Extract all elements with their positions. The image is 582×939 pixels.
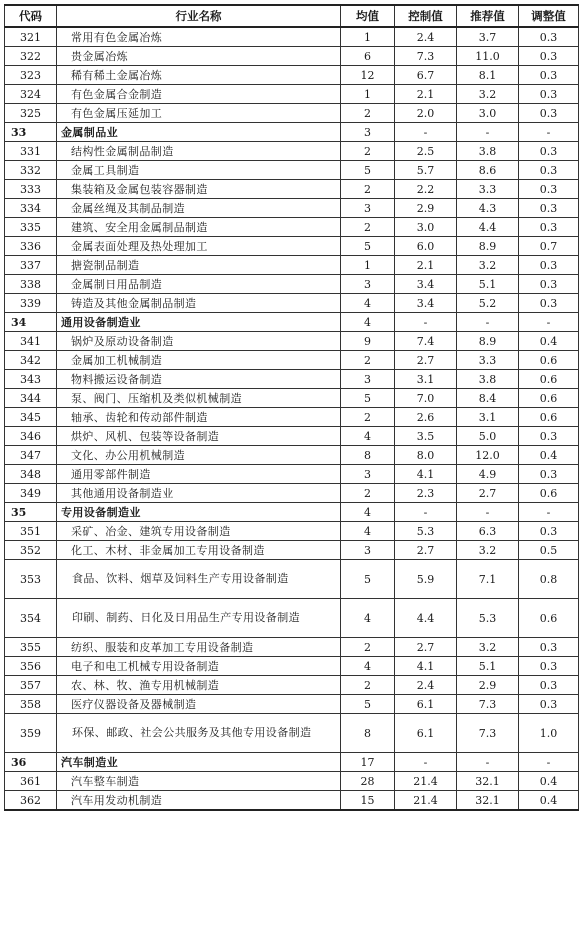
cell-industry-name: 专用设备制造业 (57, 503, 341, 522)
cell-adjustment-value: 0.4 (519, 791, 579, 811)
cell-adjustment-value: 0.3 (519, 522, 579, 541)
table-row (5, 599, 579, 638)
cell-recommended-value: 3.0 (457, 104, 519, 123)
cell-control-value: 2.4 (395, 676, 457, 695)
cell-industry-name: 稀有稀土金属冶炼 (57, 66, 341, 85)
table-row (5, 638, 579, 657)
cell-average: 2 (341, 351, 395, 370)
cell-industry-name: 金属制品业 (57, 123, 341, 142)
table-row (5, 237, 579, 256)
cell-adjustment-value: 0.7 (519, 237, 579, 256)
cell-average: 4 (341, 522, 395, 541)
cell-code: 337 (5, 256, 57, 275)
cell-adjustment-value: 0.3 (519, 85, 579, 104)
table-row (5, 351, 579, 370)
table-row (5, 218, 579, 237)
cell-adjustment-value: 0.3 (519, 27, 579, 47)
cell-adjustment-value: 0.8 (519, 560, 579, 599)
cell-code: 351 (5, 522, 57, 541)
table-row (5, 85, 579, 104)
cell-control-value: 2.1 (395, 256, 457, 275)
cell-control-value: 2.5 (395, 142, 457, 161)
header-control-value: 控制值 (395, 5, 457, 27)
cell-recommended-value: 3.8 (457, 142, 519, 161)
cell-code: 342 (5, 351, 57, 370)
cell-code: 355 (5, 638, 57, 657)
table-row (5, 180, 579, 199)
cell-average: 1 (341, 27, 395, 47)
cell-recommended-value: - (457, 503, 519, 522)
cell-control-value: 2.7 (395, 351, 457, 370)
cell-industry-name: 泵、阀门、压缩机及类似机械制造 (57, 389, 341, 408)
cell-average: 15 (341, 791, 395, 811)
cell-average: 3 (341, 275, 395, 294)
table-row (5, 408, 579, 427)
cell-industry-name: 铸造及其他金属制品制造 (57, 294, 341, 313)
cell-industry-name: 有色金属压延加工 (57, 104, 341, 123)
cell-industry-name: 汽车整车制造 (57, 772, 341, 791)
header-industry-name: 行业名称 (57, 5, 341, 27)
cell-industry-name: 结构性金属制品制造 (57, 142, 341, 161)
cell-control-value: 3.0 (395, 218, 457, 237)
cell-adjustment-value: - (519, 313, 579, 332)
cell-average: 4 (341, 313, 395, 332)
cell-code: 345 (5, 408, 57, 427)
cell-recommended-value: 3.2 (457, 256, 519, 275)
cell-industry-name: 金属制日用品制造 (57, 275, 341, 294)
table-row (5, 772, 579, 791)
cell-recommended-value: 4.9 (457, 465, 519, 484)
cell-control-value: 21.4 (395, 791, 457, 811)
cell-average: 8 (341, 446, 395, 465)
table-header-row (5, 5, 579, 27)
cell-code: 359 (5, 714, 57, 753)
cell-adjustment-value: 0.6 (519, 484, 579, 503)
header-adjustment-value: 调整值 (519, 5, 579, 27)
cell-code: 346 (5, 427, 57, 446)
table-row (5, 199, 579, 218)
cell-control-value: - (395, 123, 457, 142)
table-row (5, 27, 579, 47)
cell-average: 8 (341, 714, 395, 753)
cell-average: 2 (341, 408, 395, 427)
cell-code: 35 (5, 503, 57, 522)
cell-code: 356 (5, 657, 57, 676)
table-row (5, 541, 579, 560)
cell-adjustment-value: 0.4 (519, 772, 579, 791)
cell-control-value: 6.7 (395, 66, 457, 85)
cell-recommended-value: 5.2 (457, 294, 519, 313)
cell-code: 341 (5, 332, 57, 351)
cell-adjustment-value: - (519, 123, 579, 142)
cell-adjustment-value: 0.3 (519, 657, 579, 676)
cell-average: 3 (341, 370, 395, 389)
cell-adjustment-value: 0.6 (519, 599, 579, 638)
table-body (5, 27, 579, 810)
table-row (5, 104, 579, 123)
cell-average: 1 (341, 256, 395, 275)
cell-recommended-value: 5.3 (457, 599, 519, 638)
cell-code: 358 (5, 695, 57, 714)
cell-recommended-value: 8.9 (457, 332, 519, 351)
table-row (5, 332, 579, 351)
cell-recommended-value: 8.6 (457, 161, 519, 180)
cell-industry-name: 化工、木材、非金属加工专用设备制造 (57, 541, 341, 560)
cell-industry-name: 贵金属冶炼 (57, 47, 341, 66)
cell-industry-name: 集装箱及金属包装容器制造 (57, 180, 341, 199)
cell-industry-name: 电子和电工机械专用设备制造 (57, 657, 341, 676)
cell-adjustment-value: 0.4 (519, 332, 579, 351)
table-row (5, 256, 579, 275)
cell-recommended-value: - (457, 313, 519, 332)
cell-recommended-value: 7.3 (457, 714, 519, 753)
cell-adjustment-value: - (519, 753, 579, 772)
cell-industry-name: 通用零部件制造 (57, 465, 341, 484)
cell-control-value: 2.7 (395, 638, 457, 657)
cell-industry-name: 烘炉、风机、包装等设备制造 (57, 427, 341, 446)
cell-industry-name: 金属丝绳及其制品制造 (57, 199, 341, 218)
cell-industry-name: 食品、饮料、烟草及饲料生产专用设备制造 (57, 560, 341, 599)
cell-control-value: 5.9 (395, 560, 457, 599)
cell-industry-name: 采矿、冶金、建筑专用设备制造 (57, 522, 341, 541)
cell-code: 321 (5, 27, 57, 47)
cell-control-value: 5.7 (395, 161, 457, 180)
cell-industry-name: 金属工具制造 (57, 161, 341, 180)
cell-code: 325 (5, 104, 57, 123)
cell-recommended-value: 5.1 (457, 275, 519, 294)
table-row (5, 161, 579, 180)
header-average: 均值 (341, 5, 395, 27)
cell-recommended-value: 6.3 (457, 522, 519, 541)
table-row (5, 465, 579, 484)
cell-industry-name: 医疗仪器设备及器械制造 (57, 695, 341, 714)
header-code: 代码 (5, 5, 57, 27)
cell-recommended-value: 2.7 (457, 484, 519, 503)
cell-recommended-value: 8.4 (457, 389, 519, 408)
cell-average: 5 (341, 695, 395, 714)
industry-table (4, 4, 579, 811)
cell-industry-name: 有色金属合金制造 (57, 85, 341, 104)
cell-control-value: 5.3 (395, 522, 457, 541)
cell-control-value: 2.0 (395, 104, 457, 123)
cell-code: 338 (5, 275, 57, 294)
cell-code: 339 (5, 294, 57, 313)
cell-control-value: 6.1 (395, 695, 457, 714)
cell-recommended-value: 12.0 (457, 446, 519, 465)
table-row (5, 676, 579, 695)
cell-control-value: 8.0 (395, 446, 457, 465)
cell-recommended-value: 3.2 (457, 638, 519, 657)
cell-average: 1 (341, 85, 395, 104)
cell-control-value: 2.6 (395, 408, 457, 427)
cell-average: 4 (341, 427, 395, 446)
cell-control-value: 4.4 (395, 599, 457, 638)
cell-code: 335 (5, 218, 57, 237)
cell-recommended-value: 4.3 (457, 199, 519, 218)
cell-code: 333 (5, 180, 57, 199)
industry-table-container (4, 4, 578, 811)
cell-code: 361 (5, 772, 57, 791)
cell-recommended-value: 3.3 (457, 180, 519, 199)
cell-average: 2 (341, 142, 395, 161)
cell-recommended-value: 5.0 (457, 427, 519, 446)
cell-industry-name: 环保、邮政、社会公共服务及其他专用设备制造 (57, 714, 341, 753)
cell-code: 343 (5, 370, 57, 389)
cell-adjustment-value: - (519, 503, 579, 522)
cell-average: 4 (341, 503, 395, 522)
cell-average: 3 (341, 199, 395, 218)
cell-adjustment-value: 0.3 (519, 676, 579, 695)
cell-code: 348 (5, 465, 57, 484)
cell-control-value: 2.2 (395, 180, 457, 199)
cell-control-value: 2.3 (395, 484, 457, 503)
cell-industry-name: 其他通用设备制造业 (57, 484, 341, 503)
cell-industry-name: 金属表面处理及热处理加工 (57, 237, 341, 256)
cell-adjustment-value: 0.3 (519, 638, 579, 657)
cell-control-value: 4.1 (395, 657, 457, 676)
table-row (5, 427, 579, 446)
cell-code: 336 (5, 237, 57, 256)
cell-average: 2 (341, 104, 395, 123)
cell-recommended-value: 3.2 (457, 85, 519, 104)
cell-average: 2 (341, 180, 395, 199)
cell-recommended-value: 4.4 (457, 218, 519, 237)
cell-average: 9 (341, 332, 395, 351)
cell-control-value: 2.4 (395, 27, 457, 47)
table-row (5, 142, 579, 161)
cell-industry-name: 轴承、齿轮和传动部件制造 (57, 408, 341, 427)
cell-industry-name: 印刷、制药、日化及日用品生产专用设备制造 (57, 599, 341, 638)
category-row (5, 753, 579, 772)
cell-code: 362 (5, 791, 57, 811)
table-row (5, 275, 579, 294)
cell-code: 332 (5, 161, 57, 180)
cell-control-value: 6.1 (395, 714, 457, 753)
cell-adjustment-value: 0.3 (519, 161, 579, 180)
cell-adjustment-value: 0.3 (519, 695, 579, 714)
cell-average: 5 (341, 237, 395, 256)
cell-code: 352 (5, 541, 57, 560)
cell-code: 33 (5, 123, 57, 142)
cell-industry-name: 常用有色金属冶炼 (57, 27, 341, 47)
cell-industry-name: 纺织、服装和皮革加工专用设备制造 (57, 638, 341, 657)
cell-industry-name: 建筑、安全用金属制品制造 (57, 218, 341, 237)
cell-recommended-value: 3.8 (457, 370, 519, 389)
cell-adjustment-value: 0.3 (519, 256, 579, 275)
cell-control-value: - (395, 503, 457, 522)
cell-code: 323 (5, 66, 57, 85)
cell-recommended-value: 8.1 (457, 66, 519, 85)
cell-control-value: 4.1 (395, 465, 457, 484)
cell-average: 5 (341, 560, 395, 599)
cell-industry-name: 搪瓷制品制造 (57, 256, 341, 275)
cell-recommended-value: 32.1 (457, 791, 519, 811)
cell-industry-name: 汽车用发动机制造 (57, 791, 341, 811)
cell-adjustment-value: 0.6 (519, 408, 579, 427)
cell-recommended-value: 3.2 (457, 541, 519, 560)
cell-average: 6 (341, 47, 395, 66)
table-row (5, 446, 579, 465)
cell-adjustment-value: 1.0 (519, 714, 579, 753)
cell-adjustment-value: 0.3 (519, 180, 579, 199)
cell-adjustment-value: 0.6 (519, 351, 579, 370)
cell-average: 4 (341, 294, 395, 313)
cell-average: 4 (341, 657, 395, 676)
cell-adjustment-value: 0.3 (519, 465, 579, 484)
cell-code: 349 (5, 484, 57, 503)
cell-code: 334 (5, 199, 57, 218)
table-row (5, 791, 579, 811)
cell-adjustment-value: 0.5 (519, 541, 579, 560)
table-row (5, 560, 579, 599)
cell-recommended-value: 5.1 (457, 657, 519, 676)
cell-average: 4 (341, 599, 395, 638)
cell-average: 2 (341, 218, 395, 237)
cell-adjustment-value: 0.3 (519, 47, 579, 66)
cell-control-value: 21.4 (395, 772, 457, 791)
cell-recommended-value: 7.1 (457, 560, 519, 599)
cell-control-value: - (395, 753, 457, 772)
table-row (5, 389, 579, 408)
category-row (5, 313, 579, 332)
category-row (5, 123, 579, 142)
cell-adjustment-value: 0.6 (519, 370, 579, 389)
header-recommended-value: 推荐值 (457, 5, 519, 27)
cell-control-value: 7.0 (395, 389, 457, 408)
cell-average: 2 (341, 484, 395, 503)
table-row (5, 47, 579, 66)
cell-adjustment-value: 0.3 (519, 275, 579, 294)
cell-code: 322 (5, 47, 57, 66)
table-row (5, 522, 579, 541)
cell-code: 324 (5, 85, 57, 104)
cell-adjustment-value: 0.3 (519, 218, 579, 237)
cell-average: 2 (341, 638, 395, 657)
cell-average: 28 (341, 772, 395, 791)
cell-industry-name: 锅炉及原动设备制造 (57, 332, 341, 351)
table-row (5, 294, 579, 313)
cell-recommended-value: 32.1 (457, 772, 519, 791)
cell-recommended-value: 2.9 (457, 676, 519, 695)
table-row (5, 66, 579, 85)
cell-average: 3 (341, 541, 395, 560)
cell-adjustment-value: 0.3 (519, 427, 579, 446)
category-row (5, 503, 579, 522)
table-row (5, 714, 579, 753)
cell-control-value: 7.4 (395, 332, 457, 351)
cell-average: 5 (341, 389, 395, 408)
cell-code: 353 (5, 560, 57, 599)
cell-industry-name: 物料搬运设备制造 (57, 370, 341, 389)
cell-adjustment-value: 0.3 (519, 104, 579, 123)
cell-recommended-value: 7.3 (457, 695, 519, 714)
cell-recommended-value: 3.3 (457, 351, 519, 370)
cell-average: 5 (341, 161, 395, 180)
cell-code: 36 (5, 753, 57, 772)
cell-control-value: 3.4 (395, 275, 457, 294)
cell-average: 12 (341, 66, 395, 85)
cell-recommended-value: 11.0 (457, 47, 519, 66)
cell-control-value: 2.9 (395, 199, 457, 218)
cell-code: 357 (5, 676, 57, 695)
cell-adjustment-value: 0.3 (519, 142, 579, 161)
cell-control-value: 3.4 (395, 294, 457, 313)
cell-industry-name: 金属加工机械制造 (57, 351, 341, 370)
cell-average: 3 (341, 465, 395, 484)
cell-code: 331 (5, 142, 57, 161)
table-row (5, 484, 579, 503)
table-row (5, 695, 579, 714)
cell-adjustment-value: 0.6 (519, 389, 579, 408)
table-row (5, 370, 579, 389)
cell-control-value: 2.1 (395, 85, 457, 104)
cell-control-value: - (395, 313, 457, 332)
cell-code: 354 (5, 599, 57, 638)
cell-control-value: 2.7 (395, 541, 457, 560)
cell-adjustment-value: 0.4 (519, 446, 579, 465)
cell-average: 17 (341, 753, 395, 772)
cell-average: 2 (341, 676, 395, 695)
cell-industry-name: 通用设备制造业 (57, 313, 341, 332)
cell-adjustment-value: 0.3 (519, 66, 579, 85)
cell-industry-name: 文化、办公用机械制造 (57, 446, 341, 465)
cell-code: 34 (5, 313, 57, 332)
cell-industry-name: 汽车制造业 (57, 753, 341, 772)
cell-control-value: 7.3 (395, 47, 457, 66)
cell-control-value: 3.5 (395, 427, 457, 446)
cell-control-value: 3.1 (395, 370, 457, 389)
cell-industry-name: 农、林、牧、渔专用机械制造 (57, 676, 341, 695)
cell-recommended-value: 3.7 (457, 27, 519, 47)
cell-adjustment-value: 0.3 (519, 294, 579, 313)
cell-code: 344 (5, 389, 57, 408)
cell-recommended-value: 8.9 (457, 237, 519, 256)
cell-recommended-value: - (457, 753, 519, 772)
cell-adjustment-value: 0.3 (519, 199, 579, 218)
cell-code: 347 (5, 446, 57, 465)
cell-average: 3 (341, 123, 395, 142)
cell-recommended-value: - (457, 123, 519, 142)
cell-recommended-value: 3.1 (457, 408, 519, 427)
table-row (5, 657, 579, 676)
cell-control-value: 6.0 (395, 237, 457, 256)
